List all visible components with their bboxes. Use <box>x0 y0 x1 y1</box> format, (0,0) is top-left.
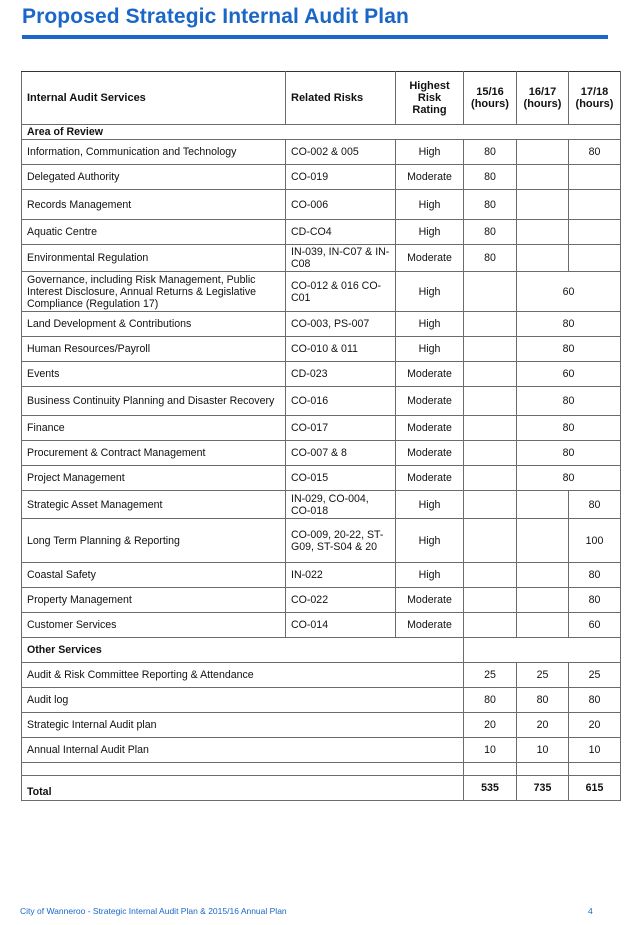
blank-row <box>22 763 621 776</box>
title-rule <box>22 35 608 39</box>
risks-cell: CO-015 <box>286 466 396 491</box>
risks-cell: CO-002 & 005 <box>286 140 396 165</box>
hours-1718-cell: 80 <box>569 688 621 713</box>
section-row-area-of-review <box>22 125 621 140</box>
service-cell: Human Resources/Payroll <box>22 337 286 362</box>
service-cell: Delegated Authority <box>22 165 286 190</box>
service-cell: Environmental Regulation <box>22 245 286 272</box>
hours-1718-cell <box>569 220 621 245</box>
blank-cell <box>569 763 621 776</box>
table-row <box>22 563 621 588</box>
hours-1718-cell: 100 <box>569 519 621 563</box>
rating-cell: High <box>396 491 464 519</box>
hours-1617-cell: 80 <box>517 416 621 441</box>
table-row <box>22 416 621 441</box>
table-row <box>22 362 621 387</box>
service-cell: Project Management <box>22 466 286 491</box>
header-year-1718: 17/18 (hours) <box>569 72 621 125</box>
service-cell: Procurement & Contract Management <box>22 441 286 466</box>
service-cell: Strategic Internal Audit plan <box>22 713 464 738</box>
rating-cell: Moderate <box>396 588 464 613</box>
rating-cell: Moderate <box>396 362 464 387</box>
service-cell: Aquatic Centre <box>22 220 286 245</box>
service-cell: Information, Communication and Technology <box>22 140 286 165</box>
hours-1516-cell: 10 <box>464 738 517 763</box>
page-title: Proposed Strategic Internal Audit Plan <box>22 5 409 28</box>
table-row <box>22 491 621 519</box>
hours-1718-cell: 80 <box>569 491 621 519</box>
service-cell: Strategic Asset Management <box>22 491 286 519</box>
header-year-1617: 16/17 (hours) <box>517 72 569 125</box>
total-1516: 535 <box>464 776 517 801</box>
hours-1516-cell <box>464 337 517 362</box>
header-service: Internal Audit Services <box>22 72 286 125</box>
hours-1617-cell <box>517 519 569 563</box>
hours-1617-cell <box>517 140 569 165</box>
audit-plan-table <box>21 71 621 801</box>
total-row <box>22 776 621 801</box>
hours-1516-cell <box>464 416 517 441</box>
hours-1617-cell: 80 <box>517 688 569 713</box>
rating-cell: Moderate <box>396 441 464 466</box>
rating-cell: Moderate <box>396 165 464 190</box>
table-row <box>22 190 621 220</box>
hours-1516-cell <box>464 519 517 563</box>
hours-1718-cell: 20 <box>569 713 621 738</box>
hours-1617-cell: 80 <box>517 387 621 416</box>
hours-1617-cell: 60 <box>517 362 621 387</box>
rating-cell: Moderate <box>396 387 464 416</box>
hours-1516-cell: 80 <box>464 165 517 190</box>
hours-1617-cell <box>517 588 569 613</box>
hours-1516-cell <box>464 387 517 416</box>
hours-1516-cell <box>464 588 517 613</box>
table-row <box>22 272 621 312</box>
hours-1516-cell <box>464 441 517 466</box>
hours-1617-cell: 80 <box>517 441 621 466</box>
risks-cell: IN-039, IN-C07 & IN-C08 <box>286 245 396 272</box>
hours-1718-cell: 25 <box>569 663 621 688</box>
hours-1516-cell <box>464 563 517 588</box>
hours-1617-cell: 80 <box>517 466 621 491</box>
table-header-row <box>22 72 621 125</box>
table-row <box>22 613 621 638</box>
service-cell: Governance, including Risk Management, Public Interest Disclosure, Annual Returns & Legislative Compliance (Regulation 17) <box>22 272 286 312</box>
hours-1516-cell: 80 <box>464 245 517 272</box>
risks-cell: CO-009, 20-22, ST-G09, ST-S04 & 20 <box>286 519 396 563</box>
service-cell: Records Management <box>22 190 286 220</box>
rating-cell: High <box>396 563 464 588</box>
service-cell: Audit log <box>22 688 464 713</box>
table-row <box>22 245 621 272</box>
blank-cell <box>464 763 517 776</box>
hours-1718-cell: 80 <box>569 563 621 588</box>
rating-cell: Moderate <box>396 613 464 638</box>
hours-1617-cell: 60 <box>517 272 621 312</box>
risks-cell: CO-006 <box>286 190 396 220</box>
hours-1516-cell: 80 <box>464 190 517 220</box>
total-label: Total <box>22 776 464 801</box>
hours-1617-cell: 25 <box>517 663 569 688</box>
hours-1718-cell: 80 <box>569 140 621 165</box>
service-cell: Coastal Safety <box>22 563 286 588</box>
hours-1516-cell <box>464 613 517 638</box>
hours-1617-cell <box>517 165 569 190</box>
service-cell: Business Continuity Planning and Disaster Recovery <box>22 387 286 416</box>
hours-1516-cell <box>464 362 517 387</box>
hours-1617-cell <box>517 563 569 588</box>
risks-cell: IN-022 <box>286 563 396 588</box>
hours-1516-cell: 80 <box>464 220 517 245</box>
table-row <box>22 220 621 245</box>
service-cell: Events <box>22 362 286 387</box>
hours-1516-cell <box>464 272 517 312</box>
hours-1516-cell: 20 <box>464 713 517 738</box>
section-label: Area of Review <box>22 125 621 140</box>
risks-cell: CO-014 <box>286 613 396 638</box>
service-cell: Annual Internal Audit Plan <box>22 738 464 763</box>
rating-cell: High <box>396 337 464 362</box>
table-row <box>22 441 621 466</box>
hours-1718-cell: 80 <box>569 588 621 613</box>
rating-cell: Moderate <box>396 245 464 272</box>
hours-1718-cell: 60 <box>569 613 621 638</box>
risks-cell: CO-010 & 011 <box>286 337 396 362</box>
risks-cell: CO-012 & 016 CO-C01 <box>286 272 396 312</box>
footer-text: City of Wanneroo - Strategic Internal Audit Plan & 2015/16 Annual Plan <box>20 906 287 916</box>
table-row <box>22 466 621 491</box>
rating-cell: High <box>396 140 464 165</box>
rating-cell: High <box>396 272 464 312</box>
service-cell: Long Term Planning & Reporting <box>22 519 286 563</box>
hours-1617-cell: 80 <box>517 312 621 337</box>
service-cell: Customer Services <box>22 613 286 638</box>
hours-1516-cell <box>464 491 517 519</box>
blank-cell <box>22 763 464 776</box>
page-number: 4 <box>588 906 593 916</box>
rating-cell: Moderate <box>396 466 464 491</box>
service-cell: Audit & Risk Committee Reporting & Attendance <box>22 663 464 688</box>
hours-1617-cell <box>517 245 569 272</box>
hours-1516-cell: 80 <box>464 140 517 165</box>
table-row <box>22 165 621 190</box>
hours-1617-cell <box>517 190 569 220</box>
risks-cell: CD-CO4 <box>286 220 396 245</box>
header-risks: Related Risks <box>286 72 396 125</box>
hours-1617-cell <box>517 613 569 638</box>
table-row <box>22 387 621 416</box>
hours-1718-cell: 10 <box>569 738 621 763</box>
service-cell: Property Management <box>22 588 286 613</box>
hours-1718-cell <box>569 190 621 220</box>
rating-cell: High <box>396 519 464 563</box>
hours-1718-cell <box>569 245 621 272</box>
hours-1516-cell: 25 <box>464 663 517 688</box>
table-row <box>22 688 621 713</box>
service-cell: Land Development & Contributions <box>22 312 286 337</box>
blank-cell <box>517 763 569 776</box>
header-year-1516: 15/16 (hours) <box>464 72 517 125</box>
table-row <box>22 663 621 688</box>
rating-cell: High <box>396 190 464 220</box>
hours-1516-cell <box>464 466 517 491</box>
section-label: Other Services <box>22 638 464 663</box>
risks-cell: CO-022 <box>286 588 396 613</box>
section-row-other-services <box>22 638 621 663</box>
table-row <box>22 713 621 738</box>
risks-cell: IN-029, CO-004, CO-018 <box>286 491 396 519</box>
hours-1617-cell <box>517 491 569 519</box>
hours-1718-cell <box>569 165 621 190</box>
total-1617: 735 <box>517 776 569 801</box>
risks-cell: CO-017 <box>286 416 396 441</box>
hours-1516-cell <box>464 312 517 337</box>
hours-1617-cell: 10 <box>517 738 569 763</box>
total-1718: 615 <box>569 776 621 801</box>
risks-cell: CO-019 <box>286 165 396 190</box>
rating-cell: High <box>396 220 464 245</box>
rating-cell: High <box>396 312 464 337</box>
rating-cell: Moderate <box>396 416 464 441</box>
hours-1516-cell: 80 <box>464 688 517 713</box>
table-row <box>22 337 621 362</box>
risks-cell: CO-007 & 8 <box>286 441 396 466</box>
hours-1617-cell <box>517 220 569 245</box>
service-cell: Finance <box>22 416 286 441</box>
hours-1617-cell: 80 <box>517 337 621 362</box>
section-empty-cell <box>464 638 621 663</box>
table-row <box>22 312 621 337</box>
hours-1617-cell: 20 <box>517 713 569 738</box>
table-row <box>22 588 621 613</box>
header-rating: Highest Risk Rating <box>396 72 464 125</box>
risks-cell: CO-003, PS-007 <box>286 312 396 337</box>
risks-cell: CD-023 <box>286 362 396 387</box>
table-row <box>22 738 621 763</box>
table-row <box>22 140 621 165</box>
risks-cell: CO-016 <box>286 387 396 416</box>
table-row <box>22 519 621 563</box>
